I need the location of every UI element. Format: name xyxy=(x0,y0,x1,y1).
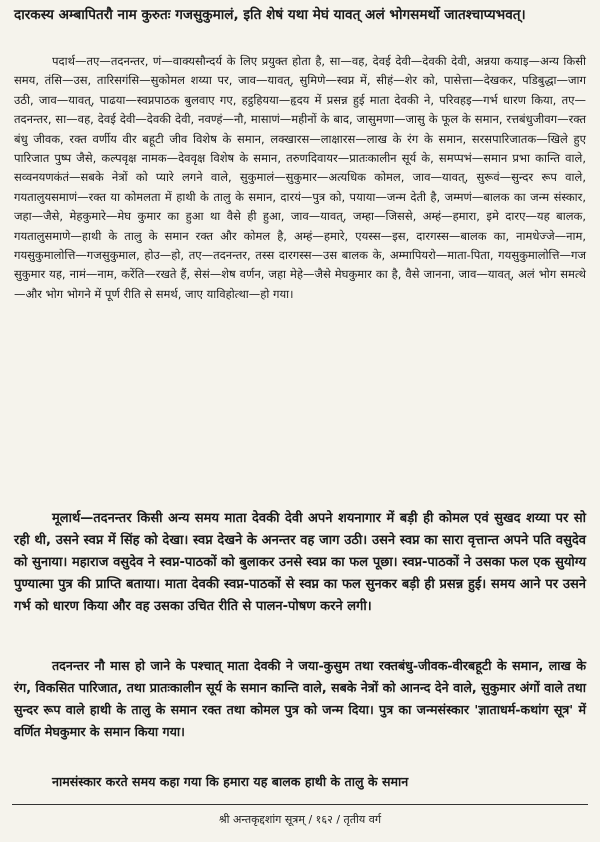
naming-paragraph: नामसंस्कार करते समय कहा गया कि हमारा यह बालक हाथी के तालु के समान xyxy=(52,774,409,789)
padartha-paragraph: पदार्थ—तए—तदनन्तर, णं—वाक्यसौन्दर्य के लिए प्रयुक्त होता है, सा—वह, देवई देवी—देवकी देवी, अन्नया कयाइ—अन्य किसी समय, तंसि—उस, तारिसगंसि—सुकोमल शय्या पर, जाव—यावत्, सुमिणे—स्वप्न में, सीहं—शेर को, पासेत्ता—देखकर, पडिबुद्धा—जाग उठी, जाव—यावत्, पाढया—स्वप्नपाठक बुलवाए गए, हट्ठहियया—हृदय में प्रसन्न हुई माता देवकी ने, परिवहइ—गर्भ धारण किया, तए—तदनन्तर, सा—वह, देवई देवी—देवकी देवी, नवण्हं—नौ, मासाणं—महीनों के बाद, जासुमणा—जासु के फूल के समान, रत्तबंधुजीवग—रक्त बंधु जीवक, रक्त वर्णीय वीर बहूटी जीव विशेष के समान, लक्खारस—लाक्षारस—लाख के रंग के समान, सरसपारिजातक—खिले हुए पारिजात पुष्प जैसे, कल्पवृक्ष नामक—देववृक्ष विशेष के समान, तरुणदिवायर—प्रातःकालीन सूर्य के, समप्पभं—समान प्रभा कान्ति वाले, सव्वनयणकंतं—सबके नेत्रों को प्यारे लगने वाले, सुकुमालं—सुकुमार—अत्यधिक कोमल, जाव—यावत्, सुरूवं—सुन्दर रूप वाले, गयतालुयसमाणं—रक्त या कोमलता में हाथी के तालु के समान, दारयं—पुत्र को, पयाया—जन्म देती है, जम्मणं—बालक का जन्म संस्कार, जहा—जैसे, मेहकुमारे—मेघ कुमार का हुआ था वैसे ही हुआ, जाव—यावत्, जम्हा—जिससे, अम्हं—हमारा, इमे दारए—यह बालक, गयतालुसमाणे—हाथी के तालु के समान रक्त और कोमल है, अम्हं—हमारे, एयस्स—इस, दारगस्स—बालक का, नामधेज्जे—नाम, गयसुकुमालोत्ति—गजसुकुमाल, होउ—हो, तए—तदनन्तर, तस्स दारगस्स—उस बालक के, अम्मापियरो—माता-पिता, गयसुकुमालोत्ति—गज सुकुमार यह, नामं—नाम, करेंति—रखते हैं, सेसं—शेष वर्णन, जहा मेहे—जैसे मेघकुमार का है, वैसे जानना, जाव—यावत्, अलं भोग समत्थे—और भोग भोगने में पूर्ण रीति से समर्थ, जाए याविहोत्था—हो गया। xyxy=(14,54,586,301)
birth-paragraph: तदनन्तर नौ मास हो जाने के पश्चात् माता देवकी ने जया-कुसुम तथा रक्तबंधु-जीवक-वीरबहूटी के समान, लाख के रंग, विकसित पारिजात, तथा प्रातःकालीन सूर्य के समान कान्ति वाले, सबके नेत्रों को आनन्द देने वाले, सुकुमार अंगों वाले तथा सुन्दर रूप वाले हाथी के तालु के समान रक्त तथा कोमल पुत्र को जन्म दिया। पुत्र का जन्मसंस्कार 'ज्ञाताधर्म-कथांग सूत्र' में वर्णित मेघकुमार के समान किया गया। xyxy=(14,658,586,739)
footer-divider xyxy=(12,804,588,805)
page-footer: श्री अन्तकृद्दशांग सूत्रम् / १६२ / तृतीय वर्ग xyxy=(218,813,382,826)
prakrit-sutra-text: दारकस्य अम्बापितरौ नाम कुरुतः गजसुकुमालं, इति शेषं यथा मेघं यावत् अलं भोगसमर्थो जातश्चाप्यभवत्। xyxy=(14,7,526,23)
moolartha-paragraph: मूलार्थ—तदनन्तर किसी अन्य समय माता देवकी देवी अपने शयनागार में बड़ी ही कोमल एवं सुखद शय्या पर सो रही थी, उसने स्वप्न में सिंह को देखा। स्वप्न देखने के अनन्तर वह जाग उठी। उसने स्वप्न का सारा वृत्तान्त अपने पति वसुदेव को सुनाया। महाराज वसुदेव ने स्वप्न-पाठकों को बुलाकर उनसे स्वप्न का फल पूछा। स्वप्न-पाठकों ने उसका फल एक सुयोग्य पुण्यात्मा पुत्र की प्राप्ति बताया। माता देवकी स्वप्न-पाठकों से स्वप्न का फल सुनकर बड़ी ही प्रसन्न हुई। समय आने पर उसने गर्भ को धारण किया और वह उसका उचित रीति से पालन-पोषण करने लगी। xyxy=(14,511,586,614)
